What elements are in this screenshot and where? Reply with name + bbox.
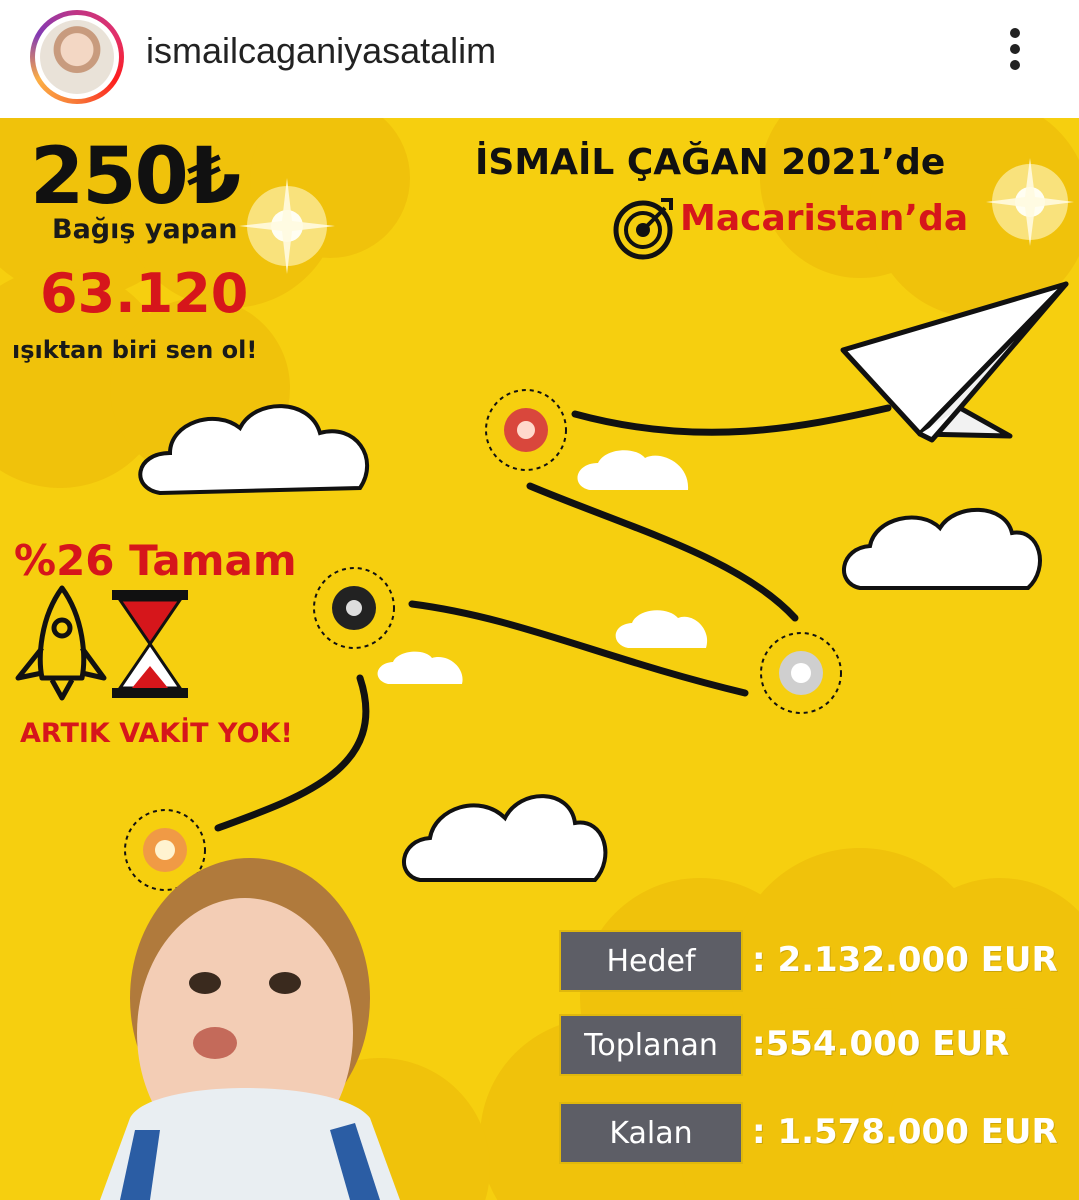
kalan-label: Kalan [561,1104,741,1162]
username-link[interactable]: ismailcaganiyasatalim [146,30,497,71]
more-vertical-icon[interactable] [1000,28,1030,78]
kalan-value: : 1.578.000 EUR [752,1112,1058,1152]
hourglass-icon [112,590,188,698]
cloud-2 [844,510,1040,588]
progress-text: %26 Tamam [14,536,297,585]
title-line-1: İSMAİL ÇAĞAN 2021’de [475,142,946,183]
target-icon [616,200,671,257]
post-image[interactable] [0,118,1079,1200]
call-to-action: ışıktan biri sen ol! [12,336,258,364]
rocket-icon [18,588,104,698]
hedef-value: : 2.132.000 EUR [752,940,1058,980]
path-node-4 [486,390,566,470]
toplanan-label: Toplanan [561,1016,741,1074]
toplanan-value: :554.000 EUR [752,1024,1010,1064]
profile-avatar[interactable] [30,10,124,104]
profile-photo-icon [40,20,114,94]
path-node-3 [761,633,841,713]
hedef-label: Hedef [561,932,741,990]
title-line-2: Macaristan’da [680,198,969,239]
donor-line: Bağış yapan [52,214,238,245]
child-photo [100,858,400,1200]
urgency-text: ARTIK VAKİT YOK! [20,718,293,749]
path-node-2 [314,568,394,648]
post-header [0,0,1079,118]
cloud-3 [404,796,605,880]
donation-amount: 250₺ [30,132,240,222]
donor-count: 63.120 [40,262,249,325]
